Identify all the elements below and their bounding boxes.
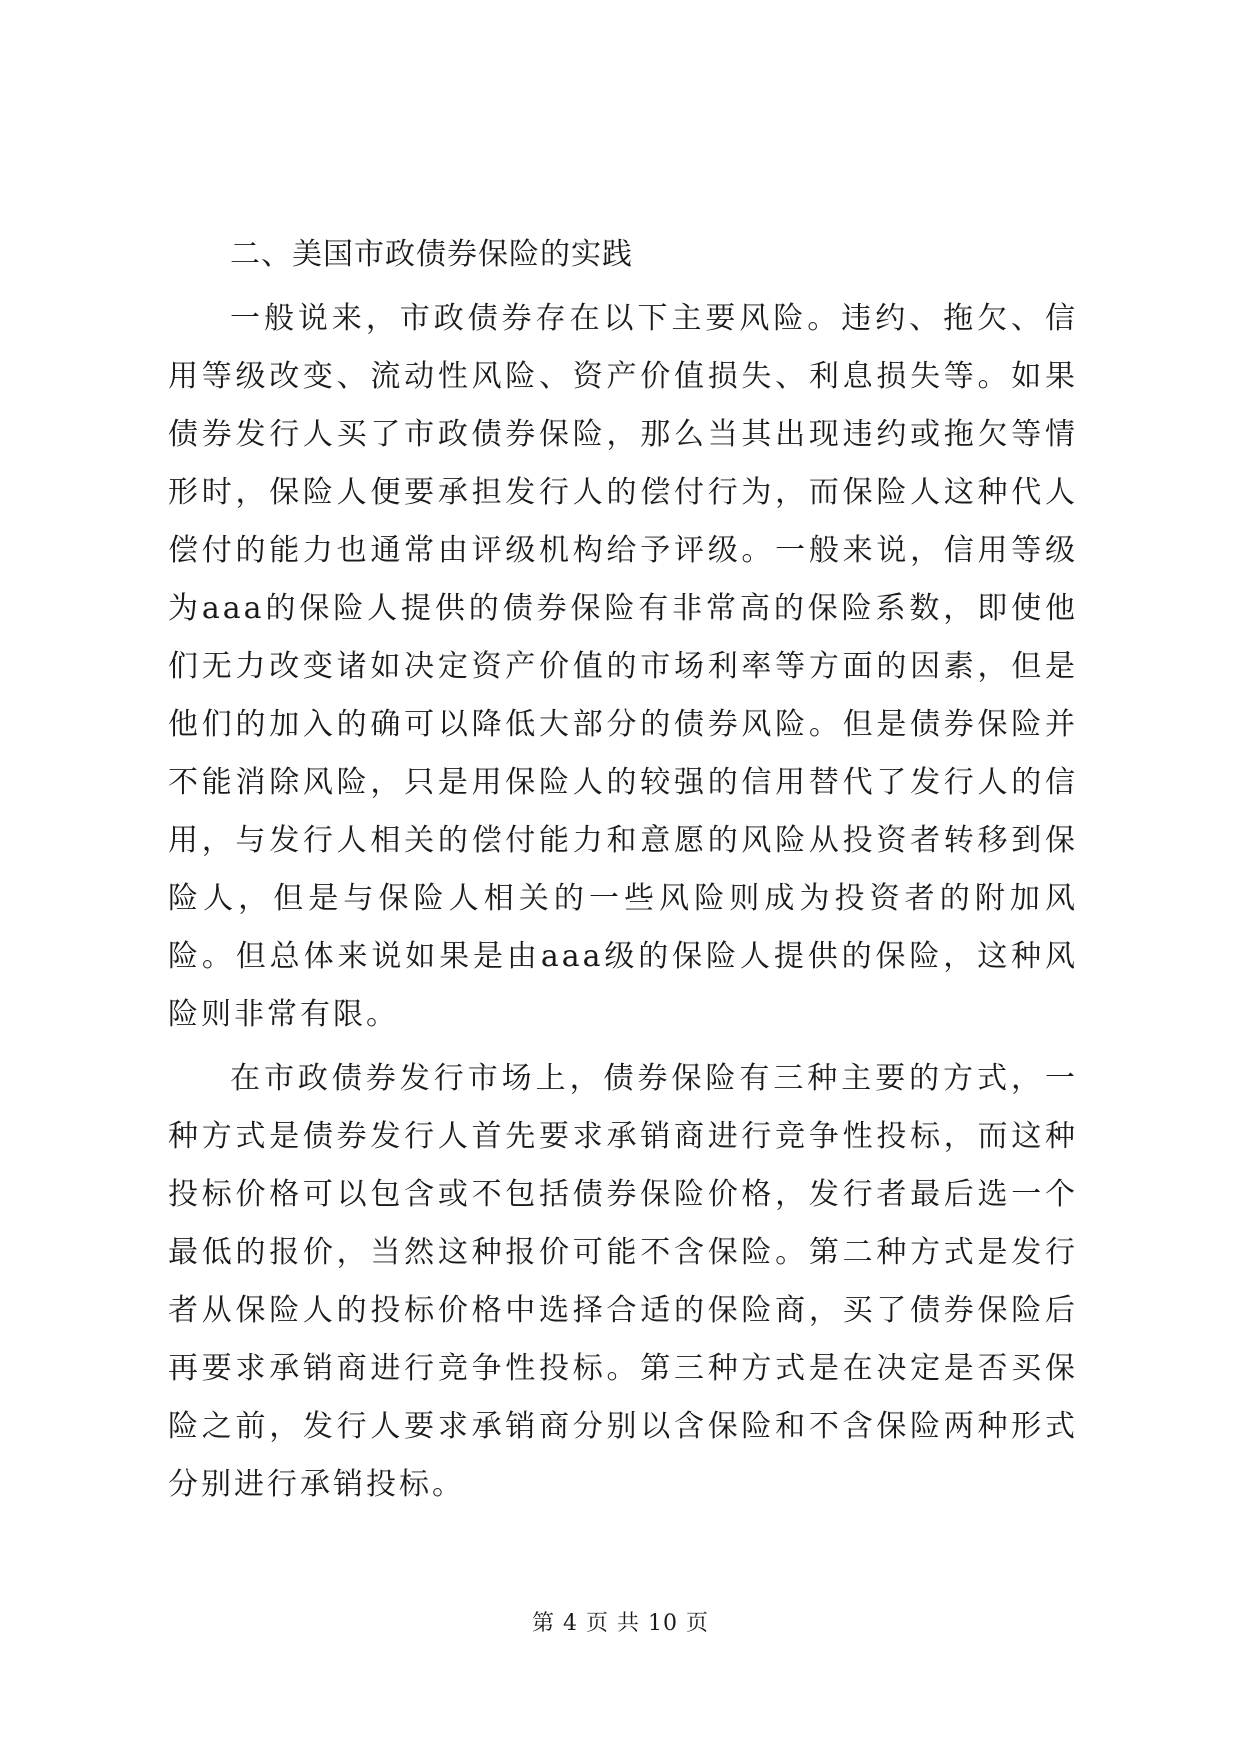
document-body	[168, 226, 1078, 1514]
page-footer: 第 4 页 共 10 页	[532, 1611, 709, 1636]
paragraph-methods: 在市政债券发行市场上，债券保险有三种主要的方式，一种方式是债券发行人首先要求承销商进行竞争性投标，而这种投标价格可以包含或不包括债券保险价格，发行者最后选一个最低的报价，当然这种报价可能不含保险。第二种方式是发行者从保险人的投标价格中选择合适的保险商，买了债券保险后再要求承销商进行竞争性投标。第三种方式是在决定是否买保险之前，发行人要求承销商分别以含保险和不含保险两种形式分别进行承销投标。	[168, 1061, 1078, 1502]
paragraph-risks: 一般说来，市政债券存在以下主要风险。违约、拖欠、信用等级改变、流动性风险、资产价值损失、利息损失等。如果债券发行人买了市政债券保险，那么当其出现违约或拖欠等情形时，保险人便要承担发行人的偿付行为，而保险人这种代人偿付的能力也通常由评级机构给予评级。一般来说，信用等级为aaa的保险人提供的债券保险有非常高的保险系数，即使他们无力改变诸如决定资产价值的市场利率等方面的因素，但是他们的加入的确可以降低大部分的债券风险。但是债券保险并不能消除风险，只是用保险人的较强的信用替代了发行人的信用，与发行人相关的偿付能力和意愿的风险从投资者转移到保险人，但是与保险人相关的一些风险则成为投资者的附加风险。但总体来说如果是由aaa级的保险人提供的保险，这种风险则非常有限。	[168, 301, 1078, 1032]
section-heading: 二、美国市政债券保险的实践	[230, 237, 633, 272]
